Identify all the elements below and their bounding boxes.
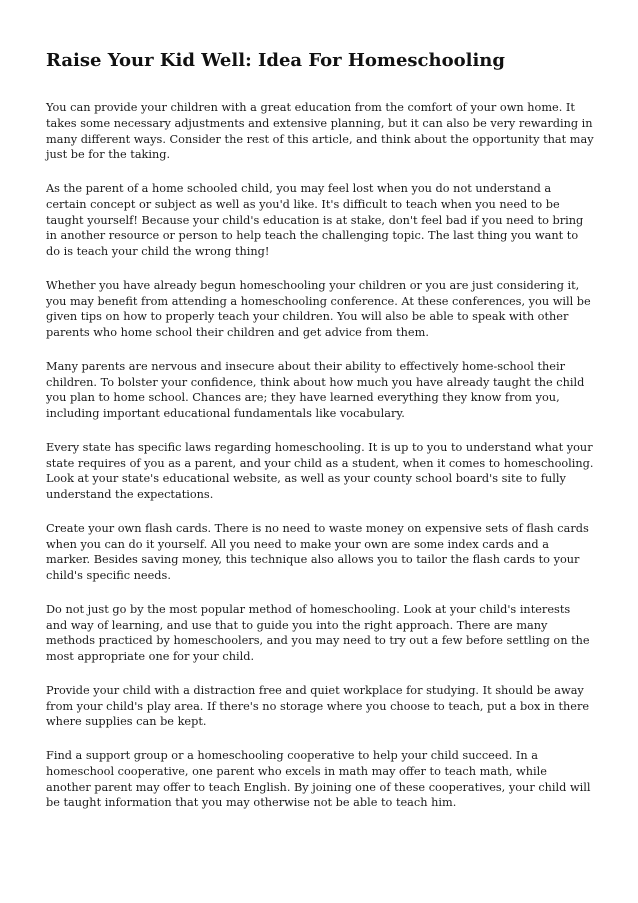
paragraph-1: You can provide your children with a great education from the comfort of your own home. It takes some necessary adjustments and extensive planning, but it can also be very rewarding in many different ways. Consider the rest of this article, and think about the opportunity that may just be for the taking.	[46, 101, 594, 162]
document-body	[46, 100, 594, 829]
paragraph-8: Provide your child with a distraction free and quiet workplace for studying. It should be away from your child's play area. If there's no storage where you choose to teach, put a box in there where supplies can be kept.	[46, 683, 590, 729]
paragraph-2: As the parent of a home schooled child, you may feel lost when you do not understand a certain concept or subject as well as you'd like. It's difficult to teach when you need to be taught yourself! Because your child's education is at stake, don't feel bad if you need to bring in another resource or person to help teach the challenging topic. The last thing you want to do is teach your child the wrong thing!	[46, 182, 584, 258]
paragraph-6: Create your own flash cards. There is no need to waste money on expensive sets of flash cards when you can do it yourself. All you need to make your own are some index cards and a marker. Besides saving money, this technique also allows you to tailor the flash cards to your child's specific needs.	[46, 521, 589, 582]
document-title: Raise Your Kid Well: Idea For Homeschooling	[46, 50, 505, 71]
paragraph-3: Whether you have already begun homeschooling your children or you are just considering it, you may benefit from attending a homeschooling conference. At these conferences, you will be given tips on how to properly teach your children. You will also be able to speak with other parents who home school their children and get advice from them.	[46, 278, 591, 339]
paragraph-5: Every state has specific laws regarding homeschooling. It is up to you to understand what your state requires of you as a parent, and your child as a student, when it comes to homeschooling. Look at your state's educational website, as well as your county school board's site to fully understand the expectations.	[46, 440, 594, 501]
paragraph-7: Do not just go by the most popular method of homeschooling. Look at your child's interests and way of learning, and use that to guide you into the right approach. There are many methods practiced by homeschoolers, and you may need to try out a few before settling on the most appropriate one for your child.	[46, 602, 590, 663]
paragraph-9: Find a support group or a homeschooling cooperative to help your child succeed. In a homeschool cooperative, one parent who excels in math may offer to teach math, while another parent may offer to teach English. By joining one of these cooperatives, your child will be taught information that you may otherwise not be able to teach him.	[46, 749, 591, 810]
paragraph-4: Many parents are nervous and insecure about their ability to effectively home-school their children. To bolster your confidence, think about how much you have already taught the child you plan to home school. Chances are; they have learned everything they know from you, including important educational fundamentals like vocabulary.	[46, 359, 585, 420]
